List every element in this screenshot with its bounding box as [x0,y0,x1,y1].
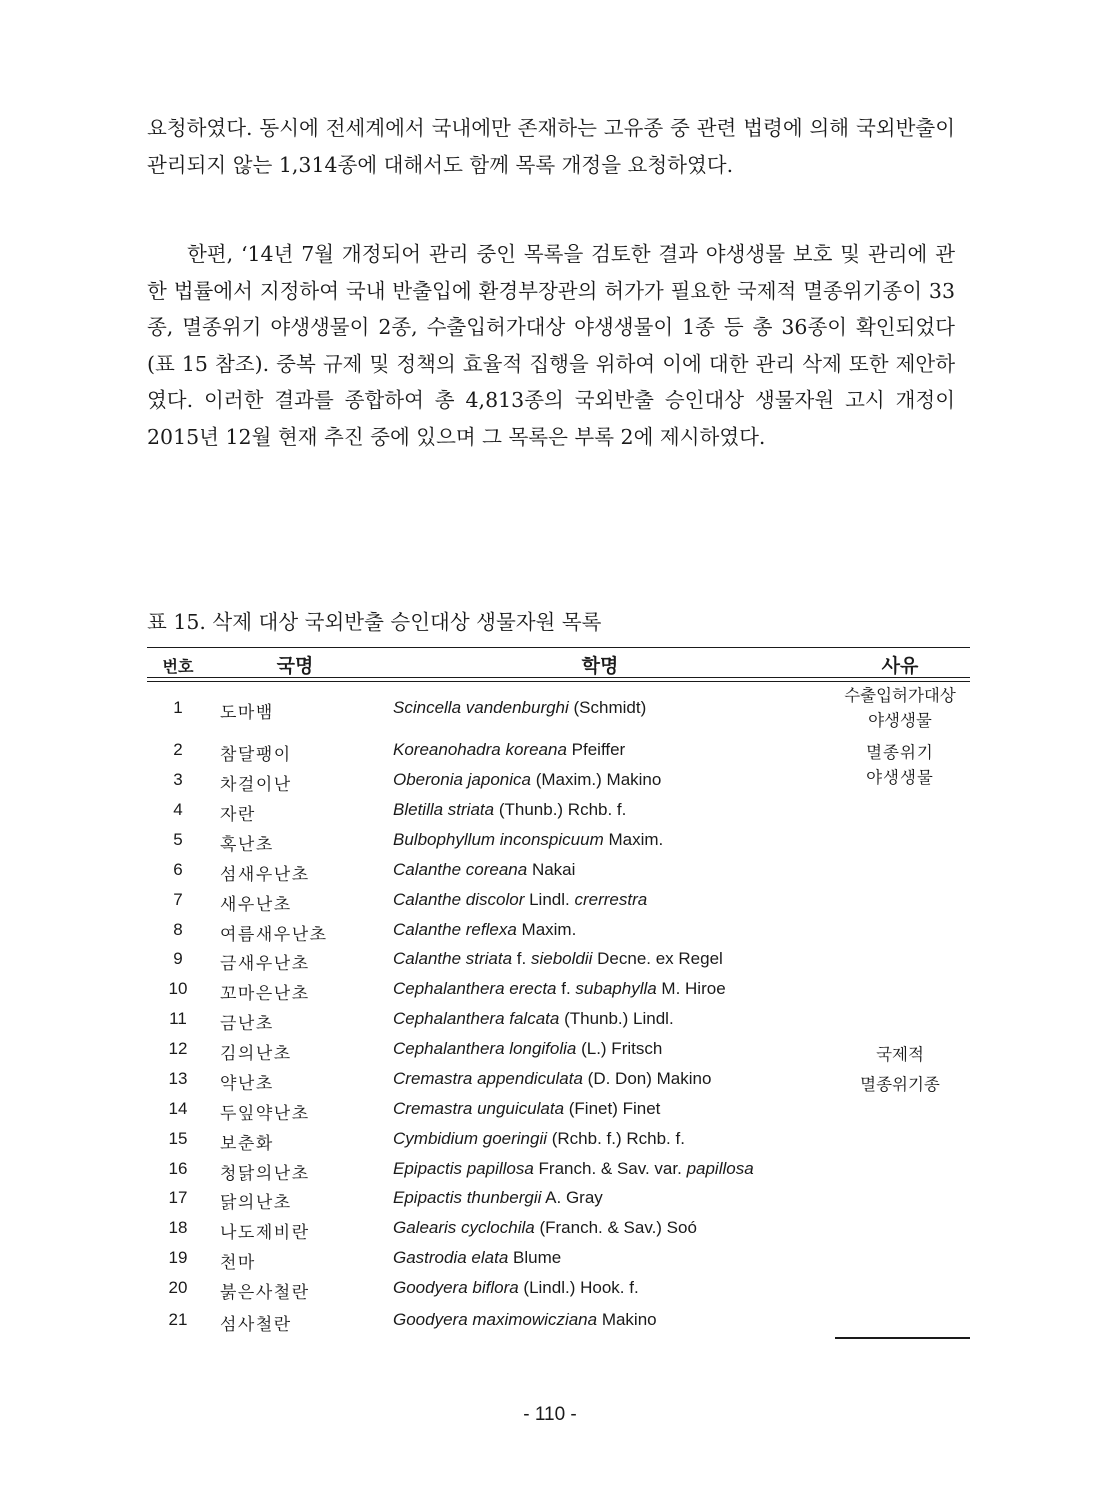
reason-international-line1: 국제적 [876,1046,924,1064]
sci-name-italic-part: Cremastra appendiculata [393,1069,583,1088]
row-scientific-name [393,1129,685,1149]
row-korean-name: 나도제비란 [220,1223,310,1242]
row-scientific-name [393,979,726,999]
row-korean-name: 붉은사철란 [220,1283,310,1302]
row-scientific-name [393,740,625,760]
table-row [147,1245,970,1275]
row-korean-name: 금새우난초 [220,954,310,973]
row-scientific-name [393,830,663,850]
sci-name-italic-part: Goodyera maximowicziana [393,1310,598,1329]
sci-name-italic-part: Calanthe coreana [393,860,528,879]
row-number: 11 [169,1009,187,1028]
sci-name-author-part: (Thunb.) Rchb. f. [494,800,627,819]
sci-name-italic-part: Cymbidium goeringii [393,1129,548,1148]
sci-name-italic-part: Galearis cyclochila [393,1218,535,1237]
reason-international [830,1040,970,1100]
row-korean-name: 도마뱀 [220,703,274,722]
row-number: 1 [173,698,183,717]
table-row [147,1006,970,1036]
sci-name-italic-part: sieboldii [530,949,593,968]
body-paragraph-2: 한편, ‘14년 7월 개정되어 관리 중인 목록을 검토한 결과 야생생물 보호 및 관리에 관한 법률에서 지정하여 국내 반출입에 환경부장관의 허가가 필요한 국제적 멸종위기종이 33종, 멸종위기 야생생물이 2종, 수출입허가대상 야생생물이 1종 등 총 36종이 확인되었다(표 15 참조). 중복 규제 및 정책의 효율적 집행을 위하여 이에 대한 관리 삭제 또한 제안하였다. 이러한 결과를 종합하여 총 4,813종의 국외반출 승인대상 생물자원 고시 개정이 2015년 12월 현재 추진 중에 있으며 그 목록은 부록 2에 제시하였다. [147,242,955,449]
row-number: 6 [173,860,183,879]
row-number: 2 [173,740,183,759]
body-paragraph-1: 요청하였다. 동시에 전세계에서 국내에만 존재하는 고유종 중 관련 법령에 의해 국외반출이 관리되지 않는 1,314종에 대해서도 함께 목록 개정을 요청하였다. [147,116,955,177]
row-scientific-name [393,800,626,820]
row-korean-name: 자란 [220,805,256,824]
row-scientific-name [393,770,661,790]
reason-international-line2: 멸종위기종 [860,1076,940,1094]
sci-name-italic-part: Bletilla striata [393,800,495,819]
sci-name-italic-part: Cephalanthera falcata [393,1009,560,1028]
table-header-rule-2 [147,681,970,682]
table-row [147,1096,970,1126]
table-row [147,1156,970,1186]
sci-name-italic-part: Cephalanthera longifolia [393,1039,577,1058]
sci-name-author-part: Maxim. [603,830,664,849]
sci-name-author-part: (Rchb. f.) Rchb. f. [547,1129,685,1148]
reason-export-import-line2: 야생생물 [868,712,932,730]
row-korean-name: 섬사철란 [220,1315,292,1334]
reason-endangered [830,741,970,791]
row-number: 21 [168,1310,188,1329]
row-scientific-name [393,1039,662,1059]
row-number: 19 [168,1248,188,1267]
row-number: 4 [173,800,183,819]
row-scientific-name [393,1310,657,1330]
reason-endangered-line2: 야생생물 [866,769,934,787]
sci-name-author-part: Nakai [527,860,576,879]
row-number: 16 [168,1159,188,1178]
sci-name-italic-part: papillosa [686,1159,754,1178]
header-sci: 학명 [581,656,619,677]
table-row [147,887,970,917]
table-row [147,1215,970,1245]
sci-name-author-part: f. [512,949,531,968]
row-scientific-name [393,1159,754,1179]
sci-name-italic-part: Calanthe striata [393,949,513,968]
row-number: 3 [173,770,183,789]
sci-name-italic-part: crerrestra [574,890,648,909]
sci-name-author-part: Franch. & Sav. var. [533,1159,687,1178]
row-number: 14 [168,1099,188,1118]
row-scientific-name [393,1099,660,1119]
row-scientific-name [393,860,575,880]
table-row [147,1275,970,1305]
row-scientific-name [393,1009,674,1029]
row-korean-name: 약난초 [220,1074,274,1093]
sci-name-author-part: (Lindl.) Hook. f. [518,1278,639,1297]
table-row [147,797,970,827]
sci-name-author-part: A. Gray [541,1188,603,1207]
row-scientific-name [393,949,723,969]
row-scientific-name [393,1188,603,1208]
reason-endangered-line1: 멸종위기 [866,744,934,762]
header-no: 번호 [162,659,194,676]
sci-name-author-part: Makino [597,1310,657,1329]
row-number: 8 [173,920,183,939]
sci-name-italic-part: Epipactis thunbergii [393,1188,542,1207]
row-number: 10 [168,979,188,998]
row-scientific-name [393,1278,639,1298]
table-row [147,1185,970,1215]
row-korean-name: 꼬마은난초 [220,984,310,1003]
sci-name-italic-part: Bulbophyllum inconspicuum [393,830,604,849]
row-number: 13 [168,1069,188,1088]
sci-name-author-part: Blume [508,1248,562,1267]
row-number: 20 [168,1278,188,1297]
table-row [147,1126,970,1156]
row-korean-name: 청닭의난초 [220,1164,310,1183]
row-scientific-name [393,1248,561,1268]
table-continuation-rule [835,1337,970,1339]
reason-export-import-line1: 수출입허가대상 [844,687,956,705]
table-row [147,976,970,1006]
row-korean-name: 차걸이난 [220,775,292,794]
table-row [147,946,970,976]
row-scientific-name [393,1218,697,1238]
row-number: 17 [168,1188,188,1207]
sci-name-italic-part: Koreanohadra koreana [393,740,567,759]
row-scientific-name [393,698,646,718]
row-number: 18 [168,1218,188,1237]
sci-name-italic-part: Calanthe reflexa [393,920,517,939]
sci-name-author-part: Lindl. [524,890,575,909]
row-number: 15 [168,1129,188,1148]
sci-name-author-part: (Maxim.) Makino [530,770,662,789]
row-korean-name: 두잎약난초 [220,1104,310,1123]
table-row [147,827,970,857]
sci-name-author-part: (Schmidt) [568,698,647,717]
sci-name-author-part: (L.) Fritsch [576,1039,663,1058]
header-reason: 사유 [881,656,919,677]
sci-name-author-part: (Franch. & Sav.) Soó [534,1218,697,1237]
sci-name-author-part: f. [556,979,576,998]
sci-name-italic-part: Calanthe discolor [393,890,525,909]
table-row [147,917,970,947]
row-number: 12 [168,1039,188,1058]
sci-name-author-part: (D. Don) Makino [582,1069,712,1088]
row-korean-name: 새우난초 [220,895,292,914]
reason-export-import [830,684,970,734]
row-korean-name: 닭의난초 [220,1193,292,1212]
row-number: 5 [173,830,183,849]
sci-name-italic-part: Goodyera biflora [393,1278,519,1297]
sci-name-italic-part: Cremastra unguiculata [393,1099,565,1118]
table-caption: 표 15. 삭제 대상 국외반출 승인대상 생물자원 목록 [147,610,602,634]
row-scientific-name [393,890,647,910]
sci-name-italic-part: Cephalanthera erecta [393,979,557,998]
sci-name-author-part: (Thunb.) Lindl. [559,1009,674,1028]
row-korean-name: 섬새우난초 [220,865,310,884]
row-number: 7 [173,890,183,909]
table-row [147,1307,970,1337]
table-row [147,857,970,887]
table-top-rule [147,647,970,648]
table-header-rule-1 [147,677,970,678]
sci-name-author-part: Decne. ex Regel [592,949,723,968]
row-scientific-name [393,1069,711,1089]
sci-name-author-part: Pfeiffer [566,740,626,759]
row-korean-name: 참달팽이 [220,745,292,764]
row-korean-name: 여름새우난초 [220,925,328,944]
sci-name-author-part: M. Hiroe [656,979,726,998]
row-scientific-name [393,920,576,940]
row-korean-name: 김의난초 [220,1044,292,1063]
sci-name-italic-part: Scincella vandenburghi [393,698,569,717]
row-korean-name: 혹난초 [220,835,274,854]
row-number: 9 [173,949,183,968]
header-name: 국명 [276,656,314,677]
sci-name-italic-part: Gastrodia elata [393,1248,509,1267]
page-number: - 110 - [523,1404,577,1425]
sci-name-author-part: (Finet) Finet [564,1099,661,1118]
sci-name-italic-part: Epipactis papillosa [393,1159,534,1178]
row-korean-name: 금난초 [220,1014,274,1033]
sci-name-italic-part: Oberonia japonica [393,770,531,789]
sci-name-italic-part: subaphylla [575,979,657,998]
row-korean-name: 보춘화 [220,1134,274,1153]
row-korean-name: 천마 [220,1253,256,1272]
sci-name-author-part: Maxim. [516,920,577,939]
